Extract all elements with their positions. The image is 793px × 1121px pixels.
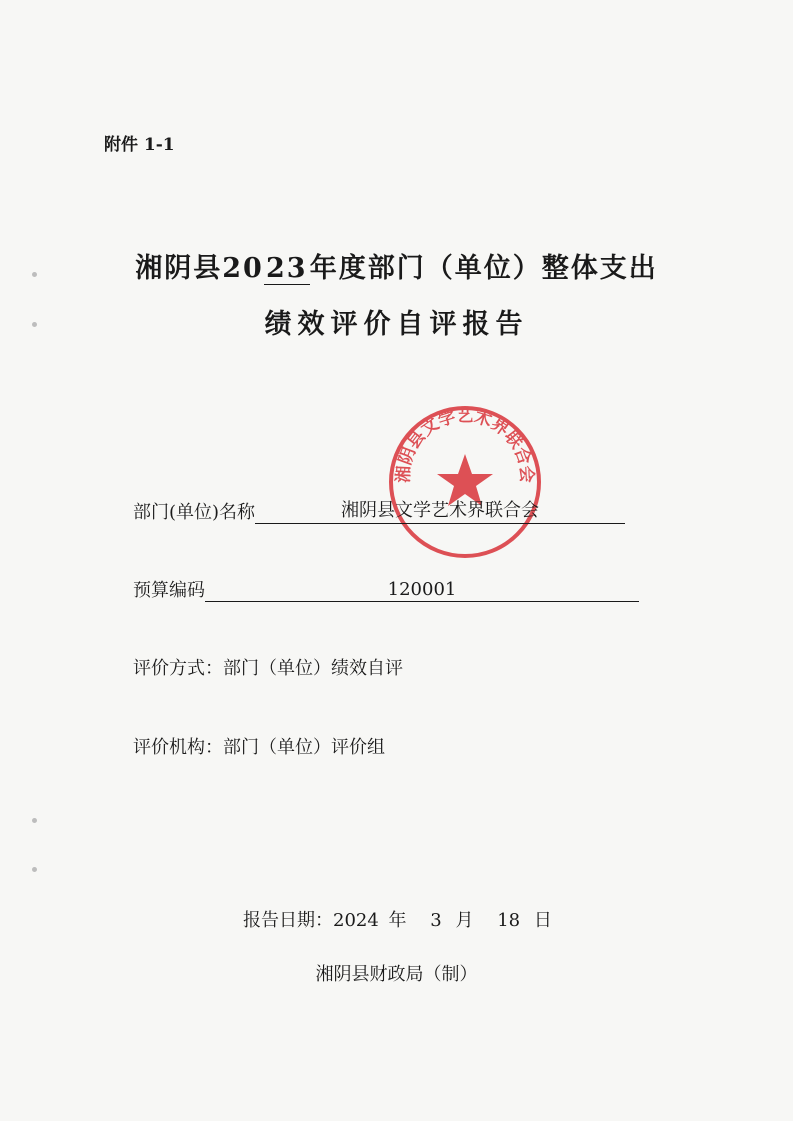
report-date-label: 报告日期： xyxy=(243,910,333,931)
title-prefix: 湘阴县20 xyxy=(135,253,264,284)
binding-hole xyxy=(32,867,37,872)
budget-code-field xyxy=(133,576,639,602)
report-date-year-unit: 年 xyxy=(388,910,407,931)
report-date-month-unit: 月 xyxy=(455,910,474,931)
report-title-line1 xyxy=(0,246,793,285)
binding-hole xyxy=(32,818,37,823)
seal-text: 湘阴县文学艺术界联合会 xyxy=(393,406,537,484)
attachment-number: 附件 1-1 xyxy=(104,135,175,155)
budget-code-label: 预算编码 xyxy=(133,580,205,601)
title-year-fill: 23 xyxy=(264,254,310,285)
official-seal xyxy=(385,402,545,562)
issuing-authority: 湘阴县财政局（制） xyxy=(315,964,478,985)
dept-name-label: 部门(单位)名称 xyxy=(133,502,256,523)
report-date-month: 3 xyxy=(430,910,442,931)
report-date xyxy=(243,906,552,932)
evaluation-agency: 评价机构：部门（单位）评价组 xyxy=(133,737,385,758)
report-title-line2: 绩效评价自评报告 xyxy=(264,309,529,340)
dept-name-value: 湘阴县文学艺术界联合会 xyxy=(255,496,625,524)
report-date-day-unit: 日 xyxy=(533,910,552,931)
evaluation-method: 评价方式：部门（单位）绩效自评 xyxy=(133,658,403,679)
report-date-year: 2024 xyxy=(333,910,379,931)
budget-code-value: 120001 xyxy=(205,579,639,602)
report-date-day: 18 xyxy=(497,910,521,931)
dept-name-field xyxy=(133,496,625,524)
title-suffix: 年度部门（单位）整体支出 xyxy=(309,253,658,284)
